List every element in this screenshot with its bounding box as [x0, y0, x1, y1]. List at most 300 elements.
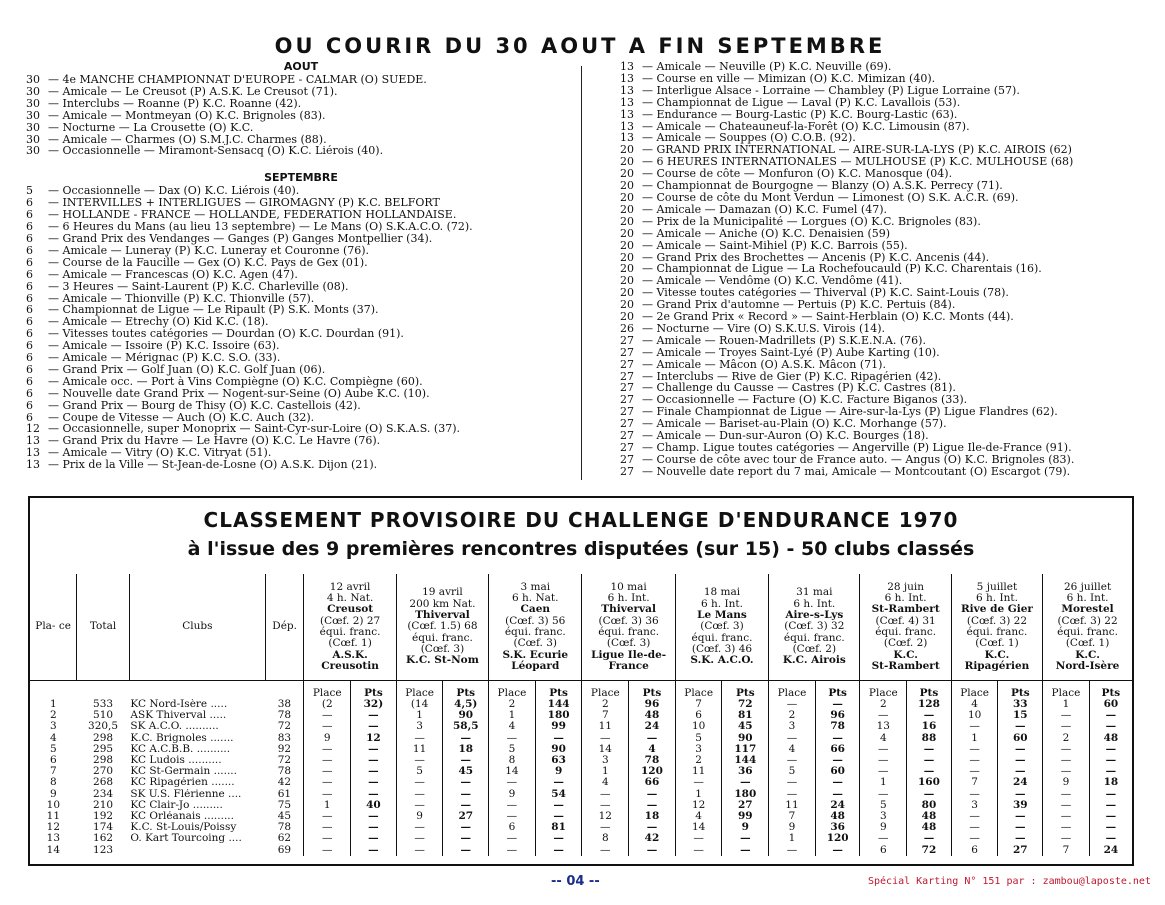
row-event-place: —	[951, 721, 998, 732]
row-place: 13	[46, 833, 61, 845]
event-text: — Amicale — Souppes (O) C.O.B. (92).	[642, 132, 856, 145]
row-event-pts: 96	[815, 710, 860, 721]
row-event-pts: 180	[535, 710, 582, 721]
event-text: — Grand Prix d'automne — Pertuis (P) K.C. Pertuis (84).	[642, 299, 956, 312]
row-event-place: 3	[769, 721, 816, 732]
event-desc: 4 h. Nat.	[326, 592, 374, 605]
event-row	[620, 335, 1150, 347]
classement-table	[30, 574, 1132, 856]
event-row	[26, 328, 576, 340]
row-event-pts: 24	[998, 777, 1043, 788]
row-event-place: —	[396, 755, 443, 766]
row-event-place: —	[1043, 811, 1090, 822]
event-date: 6	[26, 268, 33, 281]
row-event-pts: —	[815, 777, 860, 788]
row-total: 320,5	[88, 721, 119, 733]
event-coef2: (Cœf. 2)	[792, 642, 837, 655]
aout-heading: AOUT	[283, 60, 319, 73]
row-dep: 69	[277, 844, 292, 856]
row-event-place: 9	[1043, 777, 1090, 788]
row-event-pts: —	[629, 822, 676, 833]
event-row	[26, 293, 576, 305]
row-club: SK U.S. Flérienne ....	[130, 788, 242, 800]
event-row	[620, 168, 1150, 180]
event-coef: (Cœf. 1.5) 68	[407, 620, 478, 633]
event-text: — Endurance — Bourg-Lastic (P) K.C. Bourg-Lastic (63).	[642, 108, 958, 121]
row-dep: 72	[277, 755, 292, 767]
row-event-place: —	[1043, 766, 1090, 777]
row-event-place: —	[304, 744, 351, 755]
row-event-pts: —	[535, 800, 582, 811]
event-row	[26, 447, 576, 459]
event-row	[620, 347, 1150, 359]
event-equi: équi. franc.	[598, 626, 660, 638]
event-date: 3 mai	[520, 580, 551, 593]
row-event-pts: 144	[535, 699, 582, 710]
event-header-6	[769, 574, 860, 681]
event-row	[26, 400, 576, 412]
row-event-place: —	[951, 755, 998, 766]
row-event-place: 1	[860, 777, 907, 788]
row-event-pts: —	[998, 833, 1043, 844]
row-dep: 83	[277, 732, 292, 744]
row-event-place: 5	[860, 800, 907, 811]
event-date: 6	[26, 221, 33, 233]
row-event-pts: 36	[815, 822, 860, 833]
row-event-pts: 48	[1089, 733, 1132, 744]
row-event-place: 5	[769, 766, 816, 777]
event-text: — 4e MANCHE CHAMPIONNAT D'EUROPE - CALMAR (O) SUEDE.	[48, 74, 427, 86]
event-club: S.K. Ecurie	[502, 648, 569, 661]
pts-label: Pts	[443, 681, 489, 700]
row-club: KC Clair-Jo .........	[130, 799, 223, 811]
event-text: — Occasionnelle — Facture (O) K.C. Facture Biganos (33).	[642, 394, 968, 407]
row-event-pts: 88	[907, 733, 952, 744]
event-coef: (Cœf. 3) 22	[966, 614, 1028, 627]
row-event-pts: 144	[722, 755, 769, 766]
pts-label: Pts	[351, 681, 397, 700]
event-club2: Léopard	[511, 659, 560, 672]
event-header-9	[1043, 574, 1132, 681]
event-text: — Amicale — Charmes (O) S.M.J.C. Charmes (88).	[48, 133, 327, 146]
row-event-place: 2	[769, 710, 816, 721]
event-date: 6	[26, 256, 33, 269]
event-date: 27	[620, 465, 634, 478]
event-date: 20	[620, 227, 634, 240]
event-text: — Nouvelle date Grand Prix — Nogent-sur-Seine (O) Aube K.C. (10).	[48, 387, 430, 400]
pts-label: Pts	[815, 681, 860, 700]
classement-box	[28, 496, 1134, 866]
place-label: Place	[860, 681, 907, 700]
row-event-place: 1	[769, 833, 816, 844]
event-text: — Amicale — Issoire (P) K.C. Issoire (63).	[48, 340, 280, 353]
event-equi: équi. franc.	[966, 626, 1028, 638]
event-row	[26, 269, 576, 281]
row-event-pts: 63	[535, 755, 582, 766]
row-event-place: —	[769, 755, 816, 766]
row-event-pts: —	[815, 699, 860, 710]
row-event-pts: 9	[722, 822, 769, 833]
row-total: 270	[93, 766, 114, 778]
row-event-place: 6	[860, 845, 907, 856]
event-date: 6	[26, 352, 33, 364]
row-event-place: 10	[675, 721, 722, 732]
row-event-place: —	[769, 789, 816, 800]
event-text: — 6 HEURES INTERNATIONALES — MULHOUSE (P) K.C. MULHOUSE (68)	[642, 156, 1074, 169]
event-row	[26, 316, 576, 328]
event-date: 30	[26, 74, 40, 86]
row-event-place: 5	[489, 744, 536, 755]
event-desc: 200 km Nat.	[409, 597, 476, 610]
row-event-place: —	[769, 845, 816, 856]
event-date: 6	[26, 209, 33, 222]
event-equi: équi. franc.	[319, 626, 381, 638]
row-event-place: —	[489, 811, 536, 822]
event-date: 20	[620, 251, 634, 264]
event-row	[620, 371, 1150, 383]
event-row	[620, 382, 1150, 394]
row-event-place: 11	[675, 766, 722, 777]
event-text: — HOLLANDE - FRANCE — HOLLANDE, FEDERATION HOLLANDAISE.	[48, 209, 457, 222]
row-event-pts: 18	[443, 744, 489, 755]
row-event-pts: —	[443, 833, 489, 844]
row-dep: 72	[277, 721, 292, 733]
row-event-pts: —	[443, 800, 489, 811]
event-text: — Amicale — Etrechy (O) Kid K.C. (18).	[48, 316, 269, 329]
event-row	[26, 435, 576, 447]
event-text: — Amicale — Mérignac (P) K.C. S.O. (33).	[48, 352, 281, 364]
event-row	[620, 121, 1150, 133]
event-row	[620, 359, 1150, 371]
row-club: KC Ripagérien .......	[130, 777, 235, 789]
event-date: 6	[26, 411, 33, 424]
total-header: Total	[77, 574, 130, 681]
event-club: K.C. St-Nom	[406, 654, 479, 667]
row-event-place: —	[304, 833, 351, 844]
table-row	[30, 789, 1132, 800]
row-event-pts: 42	[629, 833, 676, 844]
event-date: 6	[26, 280, 33, 293]
row-event-place: 4	[582, 777, 629, 788]
event-lieu: Thiverval	[415, 609, 470, 622]
event-header-5	[675, 574, 768, 681]
row-club: ASK Thiverval .....	[130, 710, 227, 722]
event-date: 6	[26, 387, 33, 400]
event-date: 20	[620, 299, 634, 312]
row-event-place: 9	[396, 811, 443, 822]
row-event-place: —	[1043, 822, 1090, 833]
event-coef: (Cœf. 4) 31	[875, 614, 936, 627]
row-event-pts: 24	[815, 800, 860, 811]
row-total: 192	[93, 811, 114, 823]
row-event-pts: 48	[629, 710, 676, 721]
event-date: 20	[620, 287, 634, 300]
event-date: 30	[26, 109, 40, 122]
row-dep: 92	[277, 743, 292, 755]
row-place: 9	[49, 788, 57, 800]
event-row	[26, 281, 576, 293]
event-row	[620, 299, 1150, 311]
row-club: KC Ludois ..........	[130, 755, 222, 767]
table-row	[30, 800, 1132, 811]
row-event-pts: 32)	[351, 699, 397, 710]
event-club2: Creusotin	[321, 659, 379, 672]
row-event-place: —	[1043, 744, 1090, 755]
row-event-pts: —	[907, 833, 952, 844]
event-row	[620, 156, 1150, 168]
row-event-pts: 60	[1089, 699, 1132, 710]
event-row	[620, 97, 1150, 109]
row-event-pts: —	[1089, 822, 1132, 833]
row-event-pts: —	[443, 777, 489, 788]
row-event-pts: —	[629, 733, 676, 744]
event-row	[620, 61, 1150, 73]
event-date: 5	[26, 185, 33, 198]
row-event-place: 2	[582, 699, 629, 710]
row-event-place: —	[951, 833, 998, 844]
row-total: 298	[93, 755, 114, 767]
event-date: 6	[26, 399, 33, 412]
row-total: 510	[93, 710, 114, 722]
row-event-place: —	[860, 744, 907, 755]
row-club: KC A.C.B.B. ..........	[130, 743, 231, 755]
row-place: 4	[49, 732, 57, 744]
row-club: KC Orléanais .........	[130, 811, 234, 823]
row-event-pts: —	[1089, 710, 1132, 721]
event-text: — Amicale — Montmeyan (O) K.C. Brignoles (83).	[48, 109, 326, 122]
event-text: — Nocturne — Vire (O) S.K.U.S. Virois (14).	[642, 322, 886, 335]
event-club: S.K. A.C.O.	[690, 654, 754, 667]
event-text: — Course de côte — Monfuron (O) K.C. Manosque (04).	[642, 168, 953, 181]
event-row	[620, 430, 1150, 442]
event-lieu: Morestel	[1061, 603, 1114, 616]
event-row	[26, 221, 576, 233]
event-row	[620, 418, 1150, 430]
event-date: 20	[620, 144, 634, 157]
event-text: — Prix de la Ville — St-Jean-de-Losne (O) A.S.K. Dijon (21).	[48, 459, 378, 472]
row-event-pts: —	[351, 845, 397, 856]
row-total: 210	[93, 799, 114, 811]
row-event-pts: —	[722, 845, 769, 856]
row-event-place: 10	[951, 710, 998, 721]
row-event-place: —	[769, 699, 816, 710]
row-event-place: (14	[396, 699, 443, 710]
event-date: 20	[620, 168, 634, 181]
table-row	[30, 822, 1132, 833]
row-event-pts: —	[351, 777, 397, 788]
row-event-pts: 90	[535, 744, 582, 755]
row-event-pts: —	[998, 811, 1043, 822]
row-dep: 61	[277, 788, 292, 800]
event-row	[26, 197, 576, 209]
event-text: — Amicale — Francescas (O) K.C. Agen (47).	[48, 268, 298, 281]
row-event-place: —	[396, 777, 443, 788]
event-date: 20	[620, 191, 634, 204]
table-row	[30, 744, 1132, 755]
event-text: — Course de côte du Mont Verdun — Limonest (O) S.K. A.C.R. (69).	[642, 191, 1019, 204]
event-date: 27	[620, 453, 634, 466]
row-event-place: 12	[675, 800, 722, 811]
event-row	[620, 73, 1150, 85]
row-event-pts: 90	[722, 733, 769, 744]
row-event-place: 6	[951, 845, 998, 856]
row-event-place: 13	[860, 721, 907, 732]
event-coef2: (Cœf. 1)	[975, 637, 1019, 650]
row-event-pts: 24	[1089, 845, 1132, 856]
event-row	[26, 98, 576, 110]
event-date: 13	[620, 120, 634, 133]
row-event-pts: —	[722, 833, 769, 844]
event-row	[26, 74, 576, 86]
row-event-place: 6	[675, 710, 722, 721]
event-text: — Interligue Alsace - Lorraine — Chambley (P) Ligue Lorraine (57).	[642, 84, 1020, 97]
event-row	[26, 459, 576, 471]
row-event-place: 1	[1043, 699, 1090, 710]
classement-title: CLASSEMENT PROVISOIRE DU CHALLENGE D'ENDURANCE 1970	[203, 508, 959, 532]
row-event-pts: —	[629, 845, 676, 856]
column-divider	[581, 66, 582, 480]
event-row	[620, 252, 1150, 264]
event-club2: France	[608, 659, 649, 672]
row-event-pts: —	[1089, 755, 1132, 766]
event-equi: équi. franc.	[783, 631, 845, 644]
row-event-pts: —	[535, 733, 582, 744]
row-dep: 78	[277, 766, 292, 778]
event-text: — Amicale — Vendôme (O) K.C. Vendôme (41).	[642, 275, 903, 288]
event-coef2: (Cœf. 1)	[328, 637, 372, 650]
row-event-place: 5	[396, 766, 443, 777]
row-event-pts: 99	[535, 721, 582, 732]
event-club: K.C.	[893, 648, 918, 661]
event-coef: (Cœf. 3) 36	[598, 614, 659, 627]
row-event-pts: 36	[722, 766, 769, 777]
event-desc: 6 h. Int.	[793, 597, 836, 610]
row-event-pts: —	[1089, 811, 1132, 822]
row-event-pts: —	[1089, 789, 1132, 800]
row-event-place: 3	[860, 811, 907, 822]
row-event-pts: —	[907, 755, 952, 766]
event-date: 13	[26, 435, 40, 448]
place-label: Place	[951, 681, 998, 700]
event-text: — Nocturne — La Crousette (O) K.C.	[48, 121, 254, 134]
event-date: 20	[620, 180, 634, 192]
event-coef2: (Cœf. 3) 46	[691, 642, 753, 655]
event-row	[620, 109, 1150, 121]
row-event-place: 7	[1043, 845, 1090, 856]
row-event-place: 2	[675, 755, 722, 766]
row-event-place: 2	[1043, 733, 1090, 744]
row-event-pts: 90	[443, 710, 489, 721]
row-event-place: —	[396, 733, 443, 744]
event-date: 27	[620, 406, 634, 419]
row-event-place: —	[860, 766, 907, 777]
event-club: A.S.K.	[332, 648, 368, 661]
row-place: 12	[46, 822, 61, 834]
right-column	[620, 61, 1150, 478]
event-text: — Coupe de Vitesse — Auch (O) K.C. Auch (32).	[48, 411, 315, 424]
row-event-pts: 18	[1089, 777, 1132, 788]
row-event-place: —	[304, 777, 351, 788]
event-lieu: St-Rambert	[871, 603, 940, 616]
event-date: 27	[620, 334, 634, 347]
event-text: — Amicale — Le Creusot (P) A.S.K. Le Creusot (71).	[48, 85, 338, 98]
row-event-pts: 27	[998, 845, 1043, 856]
event-date: 13	[620, 132, 634, 145]
table-row	[30, 721, 1132, 732]
table-row	[30, 811, 1132, 822]
pts-label: Pts	[722, 681, 769, 700]
event-date: 20	[620, 263, 634, 276]
row-event-place: 3	[951, 800, 998, 811]
table-row	[30, 733, 1132, 744]
row-event-pts: 66	[629, 777, 676, 788]
event-row	[26, 352, 576, 364]
row-event-place: —	[304, 755, 351, 766]
event-text: — Occasionnelle — Miramont-Sensacq (O) K.C. Liérois (40).	[48, 145, 384, 158]
event-text: — Amicale — Luneray (P) K.C. Luneray et Couronne (76).	[48, 244, 370, 257]
row-event-place: 5	[675, 733, 722, 744]
row-total: 268	[93, 777, 114, 789]
event-text: — Course en ville — Mimizan (O) K.C. Mimizan (40).	[642, 72, 936, 85]
event-row	[26, 388, 576, 400]
event-date: 20	[620, 203, 634, 216]
row-event-place: —	[951, 744, 998, 755]
row-event-place: —	[304, 811, 351, 822]
row-event-place: —	[304, 822, 351, 833]
pts-label: Pts	[907, 681, 952, 700]
event-text: — Finale Championnat de Ligue — Aire-sur-la-Lys (P) Ligue Flandres (62).	[642, 406, 1058, 419]
row-event-place: (2	[304, 699, 351, 710]
row-event-place: 6	[489, 822, 536, 833]
event-lieu: Caen	[520, 603, 551, 616]
pts-label: Pts	[998, 681, 1043, 700]
event-club: Ligue Ile-de-	[591, 648, 667, 661]
event-row	[26, 209, 576, 221]
row-event-pts: —	[351, 744, 397, 755]
row-event-pts: 60	[998, 733, 1043, 744]
page-number: -- 04 --	[551, 874, 600, 889]
row-event-pts: —	[815, 755, 860, 766]
event-row	[620, 394, 1150, 406]
right-list	[620, 61, 1150, 478]
row-event-pts: 18	[629, 811, 676, 822]
row-event-pts: 24	[629, 721, 676, 732]
event-row	[26, 134, 576, 146]
septembre-list	[26, 185, 576, 471]
event-text: — Amicale occ. — Port à Vins Compiègne (O) K.C. Compiègne (60).	[48, 375, 423, 388]
event-coef2: (Cœf. 3)	[606, 637, 651, 650]
table-row	[30, 710, 1132, 721]
event-row	[620, 275, 1150, 287]
row-event-place: 1	[304, 800, 351, 811]
event-text: — GRAND PRIX INTERNATIONAL — AIRE-SUR-LA-LYS (P) K.C. AIROIS (62)	[642, 144, 1072, 157]
event-row	[620, 204, 1150, 216]
event-text: — Amicale — Damazan (O) K.C. Fumel (47).	[642, 203, 888, 216]
row-event-place: 3	[582, 755, 629, 766]
event-lieu: Aire-s-Lys	[785, 609, 844, 622]
event-text: — Prix de la Municipalité — Lorgues (O) K.C. Brignoles (83).	[642, 215, 981, 228]
row-place: 1	[49, 699, 57, 710]
row-event-pts: —	[351, 811, 397, 822]
row-event-place: 1	[489, 710, 536, 721]
event-row	[26, 340, 576, 352]
row-event-place: 9	[304, 733, 351, 744]
event-row	[26, 304, 576, 316]
event-text: — Grand Prix des Vendanges — Ganges (P) Ganges Montpellier (34).	[48, 232, 433, 245]
event-row	[26, 86, 576, 98]
event-coef2: (Cœf. 1)	[1065, 637, 1110, 650]
row-event-place: —	[582, 845, 629, 856]
